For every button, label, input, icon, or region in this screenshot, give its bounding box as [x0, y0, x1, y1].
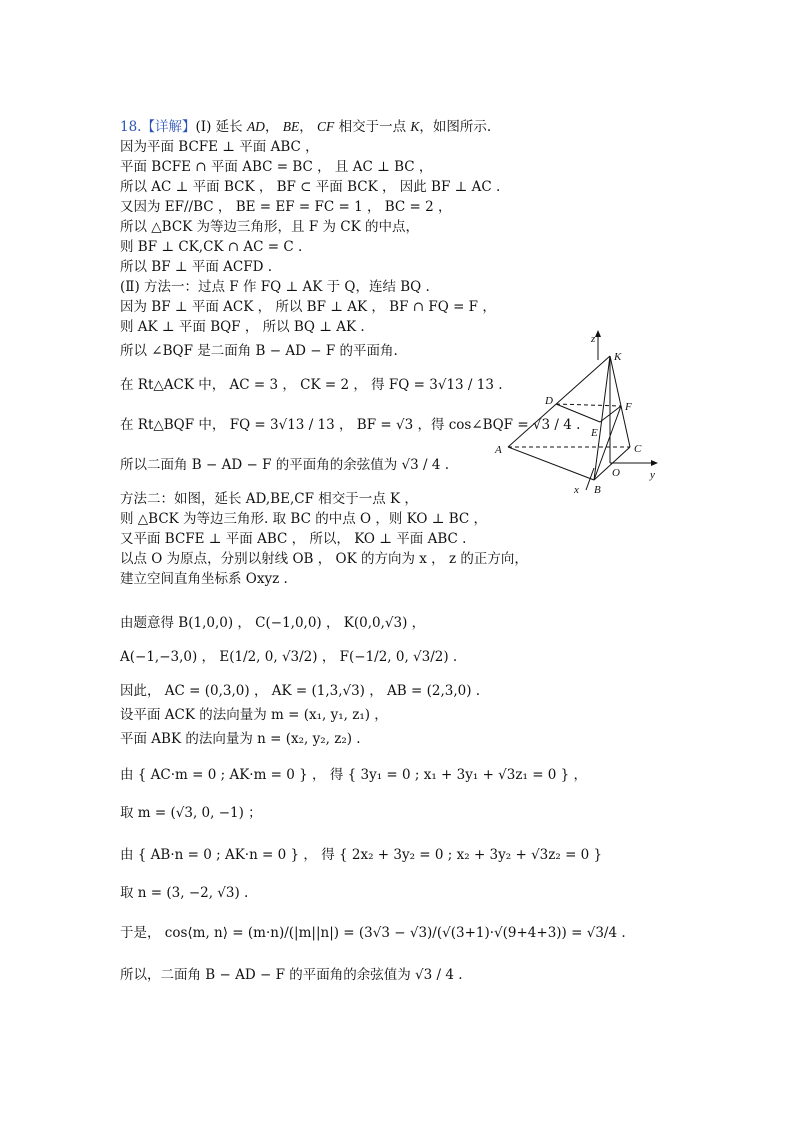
label-x: x — [574, 484, 579, 496]
line-27: 取 m = (√3, 0, −1) ； — [120, 805, 262, 821]
label-F: F — [625, 401, 632, 413]
line-16: 方法二：如图，延长 AD,BE,CF 相交于一点 K ， — [120, 491, 418, 507]
line-31: 所以，二面角 B − AD − F 的平面角的余弦值为 √3 / 4 . — [120, 967, 463, 983]
line-18: 又平面 BCFE ⊥ 平面 ABC ， 所以， KO ⊥ 平面 ABC . — [120, 531, 467, 547]
line-6: 所以 △BCK 为等边三角形，且 F 为 CK 的中点， — [120, 219, 419, 235]
line-20: 建立空间直角坐标系 Oxyz . — [120, 571, 288, 587]
line-10: 因为 BF ⊥ 平面 ACK ， 所以 BF ⊥ AK ， BF ∩ FQ = F ， — [120, 299, 496, 315]
line-9: (Ⅱ) 方法一：过点 F 作 FQ ⊥ AK 于 Q，连结 BQ . — [120, 279, 430, 295]
label-A: A — [495, 444, 502, 456]
line-23: 因此， AC = (0,3,0) ， AK = (1,3,√3) ， AB = (2,3,0) . — [120, 683, 481, 699]
line-17: 则 △BCK 为等边三角形. 取 BC 的中点 O ，则 KO ⊥ BC ， — [120, 511, 488, 527]
line-4: 所以 AC ⊥ 平面 BCK ， BF ⊂ 平面 BCK ， 因此 BF ⊥ AC . — [120, 179, 501, 195]
edge-DE — [556, 404, 600, 422]
line-5: 又因为 EF//BC ， BE = EF = FC = 1 ， BC = 2 ， — [120, 199, 452, 215]
label-y: y — [650, 469, 655, 481]
line-3: 平面 BCFE ∩ 平面 ABC = BC ， 且 AC ⊥ BC ， — [120, 159, 433, 175]
line-11: 则 AK ⊥ 平面 BQF ， 所以 BQ ⊥ AK . — [120, 319, 365, 335]
y-axis-arrow — [651, 460, 658, 466]
label-O: O — [612, 467, 620, 479]
label-K: K — [614, 351, 622, 363]
line-30: 于是， cos⟨m, n⟩ = (m·n)/(|m||n|) = (3√3 − √3)/(√(3+1)·√(9+4+3)) = √3/4 . — [120, 925, 626, 941]
line-13: 在 Rt△ACK 中， AC = 3 ， CK = 2 ， 得 FQ = 3√13 / 13 . — [120, 377, 503, 393]
label-B: B — [594, 484, 601, 496]
line-15: 所以二面角 B − AD − F 的平面角的余弦值为 √3 / 4 . — [120, 457, 450, 473]
line-1: 18.【详解】(Ⅰ) 延长 AD， BE， CF 相交于一点 K，如图所示. — [120, 119, 492, 135]
edge-DF — [556, 404, 621, 406]
line-14: 在 Rt△BQF 中， FQ = 3√13 / 13 ， BF = √3 ，得 cos∠BQF = √3 / 4 . — [120, 417, 581, 433]
line-26: 由 { AC·m = 0 ; AK·m = 0 } ， 得 { 3y₁ = 0 ; x₁ + 3y₁ + √3z₁ = 0 } ， — [120, 767, 588, 783]
pyramid-diagram — [490, 330, 670, 500]
edge-BK — [594, 356, 610, 480]
line-7: 则 BF ⊥ CK,CK ∩ AC = C . — [120, 239, 303, 255]
line-21: 由题意得 B(1,0,0) ， C(−1,0,0) ， K(0,0,√3) ， — [120, 615, 426, 631]
line-12: 所以 ∠BQF 是二面角 B − AD − F 的平面角. — [120, 343, 398, 359]
line-24: 设平面 ACK 的法向量为 m = (x₁, y₁, z₁) ， — [120, 707, 388, 723]
line-22: A(−1,−3,0) ， E(1/2, 0, √3/2) ， F(−1/2, 0, √3/2) . — [120, 649, 458, 665]
line-25: 平面 ABK 的法向量为 n = (x₂, y₂, z₂) . — [120, 731, 361, 747]
line-8: 所以 BF ⊥ 平面 ACFD . — [120, 259, 273, 275]
edge-AB — [508, 447, 594, 480]
line-29: 取 n = (3, −2, √3) . — [120, 885, 249, 901]
line-2: 因为平面 BCFE ⊥ 平面 ABC ， — [120, 139, 319, 155]
line-1-rest: (Ⅰ) 延长 AD， BE， CF 相交于一点 K，如图所示. — [195, 119, 492, 135]
line-28: 由 { AB·n = 0 ; AK·n = 0 } ， 得 { 2x₂ + 3y₂ = 0 ; x₂ + 3y₂ + √3z₂ = 0 } — [120, 847, 603, 863]
line-19: 以点 O 为原点，分别以射线 OB ， OK 的方向为 x ， z 的正方向， — [120, 551, 528, 567]
label-E: E — [591, 427, 598, 439]
z-axis-arrow — [595, 330, 601, 337]
label-C: C — [634, 443, 642, 455]
label-D: D — [545, 395, 553, 407]
label-z: z — [591, 333, 596, 345]
